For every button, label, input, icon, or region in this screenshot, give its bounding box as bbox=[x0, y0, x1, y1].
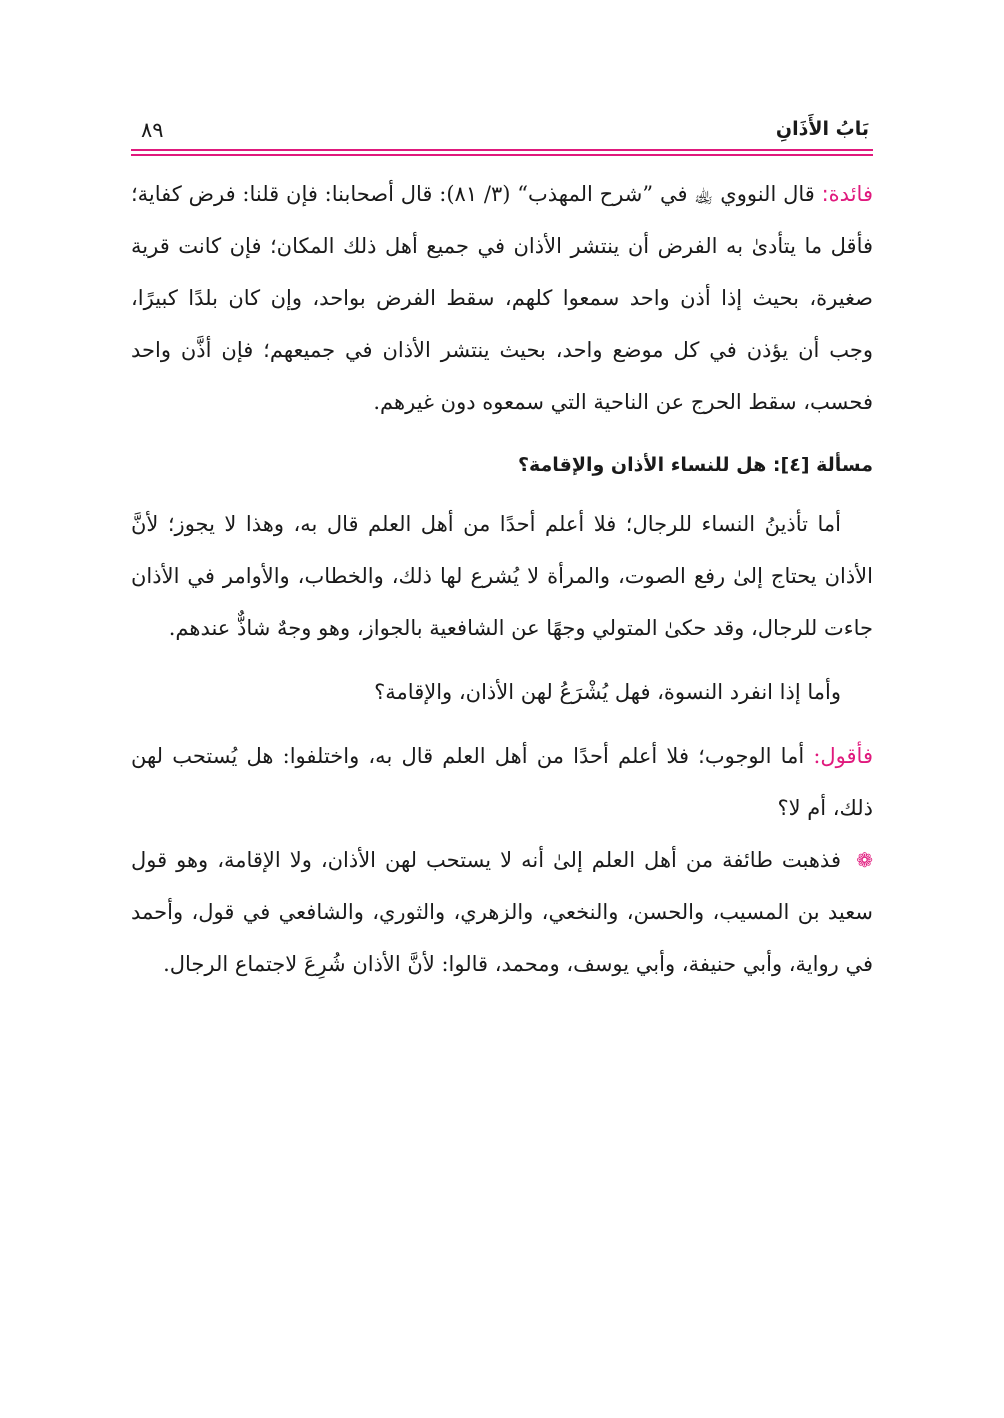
opinion-text: فذهبت طائفة من أهل العلم إلىٰ أنه لا يستحب لهن الأذان، ولا الإقامة، وهو قول سعيد بن المسيب، والحسن، والنخعي، والزهري، والثوري، والشافعي في قول، وأحمد في رواية، وأبي حنيفة، وأبي يوسف، ومحمد، قالوا: لأنَّ الأذان شُرِعَ لاجتماع الرجال. bbox=[131, 848, 873, 976]
spacer bbox=[131, 718, 873, 730]
benefit-text: قال النووي ﵀ في ”شرح المهذب“ (٣/ ٨١): قال أصحابنا: فإن قلنا: فرض كفاية؛ فأقل ما يتأدىٰ به الفرض أن ينتشر الأذان في جميع أهل ذلك المكان؛ فإن كانت قرية صغيرة، بحيث إذا أذن واحد سمعوا كلهم، سقط الفرض بواحد، وإن كان بلدًا كبيرًا، وجب أن يؤذن في كل موضع واحد، بحيث ينتشر الأذان في جميعهم؛ فإن أذَّن واحد فحسب، سقط الحرج عن الناحية التي سمعوه دون غيرهم. bbox=[131, 182, 873, 414]
issue-label: مسألة [٤]: bbox=[772, 454, 873, 476]
benefit-paragraph bbox=[131, 168, 873, 428]
answer-paragraph-2: وأما إذا انفرد النسوة، فهل يُشْرَعُ لهن الأذان، والإقامة؟ bbox=[374, 680, 841, 704]
spacer bbox=[131, 654, 873, 666]
answer-paragraph-4 bbox=[131, 834, 873, 990]
aqul-label: فأقول: bbox=[813, 744, 873, 768]
page-header bbox=[131, 112, 873, 148]
benefit-label: فائدة: bbox=[821, 182, 873, 206]
issue-heading bbox=[131, 442, 873, 488]
page-number: ٨٩ bbox=[141, 118, 164, 142]
issue-title: هل للنساء الأذان والإقامة؟ bbox=[517, 454, 767, 476]
aqul-text: أما الوجوب؛ فلا أعلم أحدًا من أهل العلم قال به، واختلفوا: هل يُستحب لهن ذلك، أم لا؟ bbox=[131, 744, 873, 820]
answer-paragraph-3 bbox=[131, 730, 873, 834]
answer-paragraph-1: أما تأذينُ النساء للرجال؛ فلا أعلم أحدًا من أهل العلم قال به، وهذا لا يجوز؛ لأنَّ الأذان يحتاج إلىٰ رفع الصوت، والمرأة لا يُشرع لها ذلك، والخطاب، والأوامر في الأذان جاءت للرجال، وقد حكىٰ المتولي وجهًا عن الشافعية بالجواز، وهو وجهٌ شاذٌّ عندهم. bbox=[131, 512, 873, 640]
flower-icon: ❁ bbox=[856, 848, 873, 872]
chapter-title: بَابُ الأَذَانِ bbox=[775, 118, 869, 140]
header-rule-bottom bbox=[131, 154, 873, 156]
page-body bbox=[131, 168, 873, 990]
header-rule-top bbox=[131, 149, 873, 151]
